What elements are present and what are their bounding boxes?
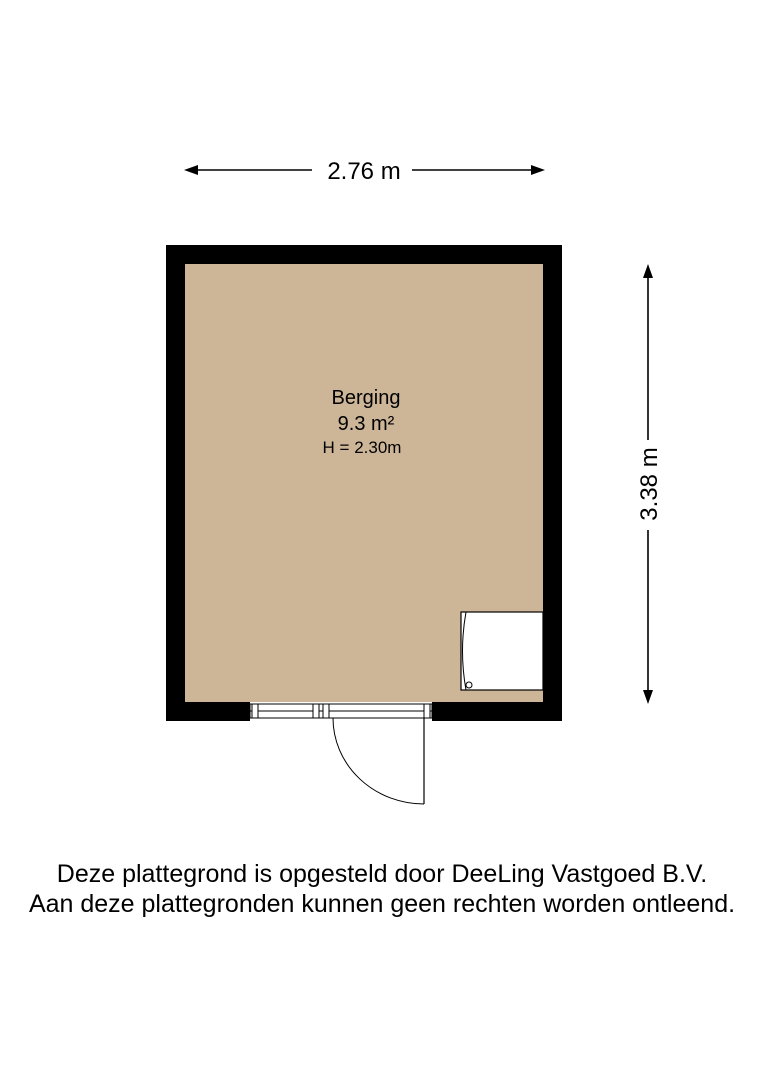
door-jamb-mid	[313, 704, 319, 718]
height-dimension-arrow-bottom	[643, 690, 653, 704]
disclaimer-line-2: Aan deze plattegronden kunnen geen rechten worden ontleend.	[28, 890, 736, 918]
height-dimension-label: 3.38 m	[636, 447, 663, 521]
disclaimer-line-1: Deze plattegrond is opgesteld door DeeLing Vastgoed B.V.	[56, 860, 708, 888]
door-jamb-left	[252, 704, 258, 718]
door-jamb-mid2	[323, 704, 329, 718]
appliance	[461, 612, 543, 690]
door-swing-arc	[333, 718, 424, 804]
width-dimension-label: 2.76 m	[327, 158, 401, 185]
room-name: Berging	[331, 387, 401, 409]
width-dimension	[184, 158, 545, 185]
height-dimension-arrow-top	[643, 264, 653, 278]
door-jamb-right	[424, 704, 430, 718]
appliance-knob-icon	[466, 682, 472, 688]
width-dimension-arrow-left	[184, 165, 198, 175]
appliance-body	[461, 612, 543, 690]
room-height: H = 2.30m	[322, 438, 402, 457]
height-dimension	[636, 264, 663, 704]
width-dimension-arrow-right	[531, 165, 545, 175]
room-area: 9.3 m²	[337, 413, 395, 435]
